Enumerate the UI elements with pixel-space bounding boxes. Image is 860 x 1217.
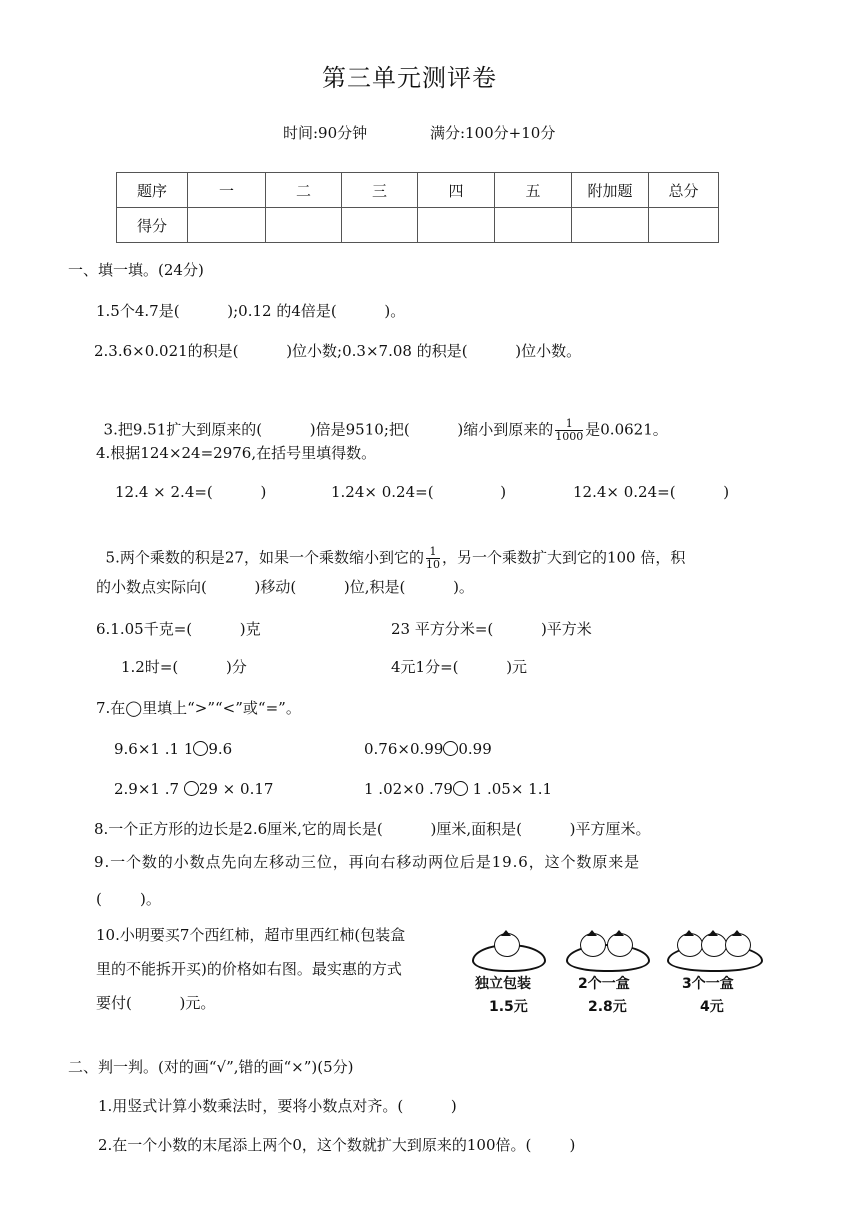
compare-circle[interactable] — [184, 781, 199, 796]
question-1-7a — [114, 741, 232, 757]
question-1-6c: 1.2时=( )分 — [121, 658, 247, 676]
expression-left: 2.9×1 .7 — [114, 780, 184, 798]
score-table-cell — [418, 208, 495, 243]
score-table-cell — [266, 208, 342, 243]
score-table-cell: 三 — [342, 173, 418, 208]
score-table-cell: 五 — [495, 173, 572, 208]
tomato-icon — [701, 933, 727, 957]
question-1-4a: 12.4 × 2.4=( ) — [115, 483, 267, 501]
question-1-1: 1.5个4.7是( );0.12 的4倍是( )。 — [96, 302, 406, 320]
expression-right: 29 × 0.17 — [198, 780, 274, 798]
price-value: 4元 — [700, 999, 724, 1015]
question-2-1: 1.用竖式计算小数乘法时，要将小数点对齐。( ) — [98, 1097, 457, 1115]
question-1-6b: 23 平方分米=( )平方米 — [391, 620, 592, 638]
question-text: 3.把9.51扩大到原来的( )倍是9510;把( )缩小到原来的 — [103, 420, 554, 439]
fraction — [426, 546, 440, 571]
expression-left: 9.6×1 .1 1 — [114, 740, 194, 758]
price-value: 2.8元 — [588, 999, 627, 1015]
question-1-3 — [94, 396, 668, 443]
compare-circle[interactable] — [193, 741, 208, 756]
expression-left: 0.76×0.99 — [364, 740, 444, 758]
fraction-denominator: 1000 — [555, 430, 584, 444]
score-table-cell: 四 — [418, 173, 495, 208]
question-text: 5.两个乘数的积是27，如果一个乘数缩小到它的 — [105, 548, 424, 567]
question-1-9: 9.一个数的小数点先向左移动三位，再向右移动两位后是19.6，这个数原来是 — [94, 853, 641, 871]
score-table-cell — [649, 208, 719, 243]
score-table-cell: 一 — [188, 173, 266, 208]
tomato-icon — [725, 933, 751, 957]
exam-time: 时间:90分钟 — [283, 124, 368, 142]
question-1-7: 7.在◯里填上“>”“<”或“=”。 — [96, 699, 301, 717]
fraction-numerator: 1 — [426, 546, 440, 559]
question-1-4b: 1.24× 0.24=( ) — [331, 483, 507, 501]
price-value: 1.5元 — [489, 999, 528, 1015]
score-table-cell: 二 — [266, 173, 342, 208]
score-table-cell — [342, 208, 418, 243]
expression-right: 0.99 — [458, 740, 492, 758]
compare-circle[interactable] — [443, 741, 458, 756]
section1-heading: 一、填一填。(24分) — [68, 261, 204, 279]
score-table-score-row — [117, 208, 719, 243]
question-2-2: 2.在一个小数的末尾添上两个0，这个数就扩大到原来的100倍。( ) — [98, 1136, 576, 1154]
compare-circle[interactable] — [453, 781, 468, 796]
question-1-5 — [96, 524, 685, 571]
tomato-icon — [580, 933, 606, 957]
score-table-cell: 题序 — [117, 173, 188, 208]
question-1-5-cont: 的小数点实际向( )移动( )位,积是( )。 — [96, 578, 474, 596]
expression-right: 9.6 — [208, 740, 233, 758]
question-1-7c — [114, 781, 273, 797]
question-1-7b — [364, 741, 492, 757]
question-1-4c: 12.4× 0.24=( ) — [573, 483, 730, 501]
question-1-6a: 6.1.05千克=( )克 — [96, 620, 261, 638]
fraction — [555, 418, 583, 443]
question-1-7d — [364, 781, 552, 797]
expression-left: 1 .02×0 .79 — [364, 780, 453, 798]
price-label: 3个一盒 — [682, 976, 734, 992]
score-table-cell: 总分 — [649, 173, 719, 208]
question-text: 是0.0621。 — [585, 420, 668, 439]
tomato-icon — [494, 933, 520, 957]
price-label: 独立包装 — [475, 976, 531, 992]
score-table-cell — [188, 208, 266, 243]
expression-right: 1 .05× 1.1 — [467, 780, 553, 798]
tomato-icon — [677, 933, 703, 957]
score-table-cell: 得分 — [117, 208, 188, 243]
fraction-numerator: 1 — [555, 418, 583, 431]
question-1-2: 2.3.6×0.021的积是( )位小数;0.3×7.08 的积是( )位小数。 — [94, 342, 582, 360]
question-1-4: 4.根据124×24=2976,在括号里填得数。 — [96, 444, 377, 462]
question-1-10-line1: 10.小明要买7个西红柿，超市里西红柿(包装盒 — [96, 926, 406, 944]
score-table-cell: 附加题 — [572, 173, 649, 208]
page-title: 第三单元测评卷 — [322, 64, 497, 92]
tomato-icon — [607, 933, 633, 957]
fraction-denominator: 10 — [425, 558, 440, 572]
price-label: 2个一盒 — [578, 976, 630, 992]
question-1-10-line3: 要付( )元。 — [96, 994, 216, 1012]
question-text: ，另一个乘数扩大到它的100 倍，积 — [441, 548, 686, 567]
score-table-cell — [495, 208, 572, 243]
score-table-cell — [572, 208, 649, 243]
exam-full-score: 满分:100分+10分 — [430, 124, 556, 142]
question-1-8: 8.一个正方形的边长是2.6厘米,它的周长是( )厘米,面积是( )平方厘米。 — [94, 820, 651, 838]
score-table — [116, 172, 719, 243]
question-1-9-cont: ( )。 — [96, 890, 161, 908]
question-1-6d: 4元1分=( )元 — [391, 658, 528, 676]
section2-heading: 二、判一判。(对的画“√”,错的画“×”)(5分) — [68, 1058, 354, 1076]
score-table-header-row — [117, 173, 719, 208]
question-1-10-line2: 里的不能拆开买)的价格如右图。最实惠的方式 — [96, 960, 402, 978]
